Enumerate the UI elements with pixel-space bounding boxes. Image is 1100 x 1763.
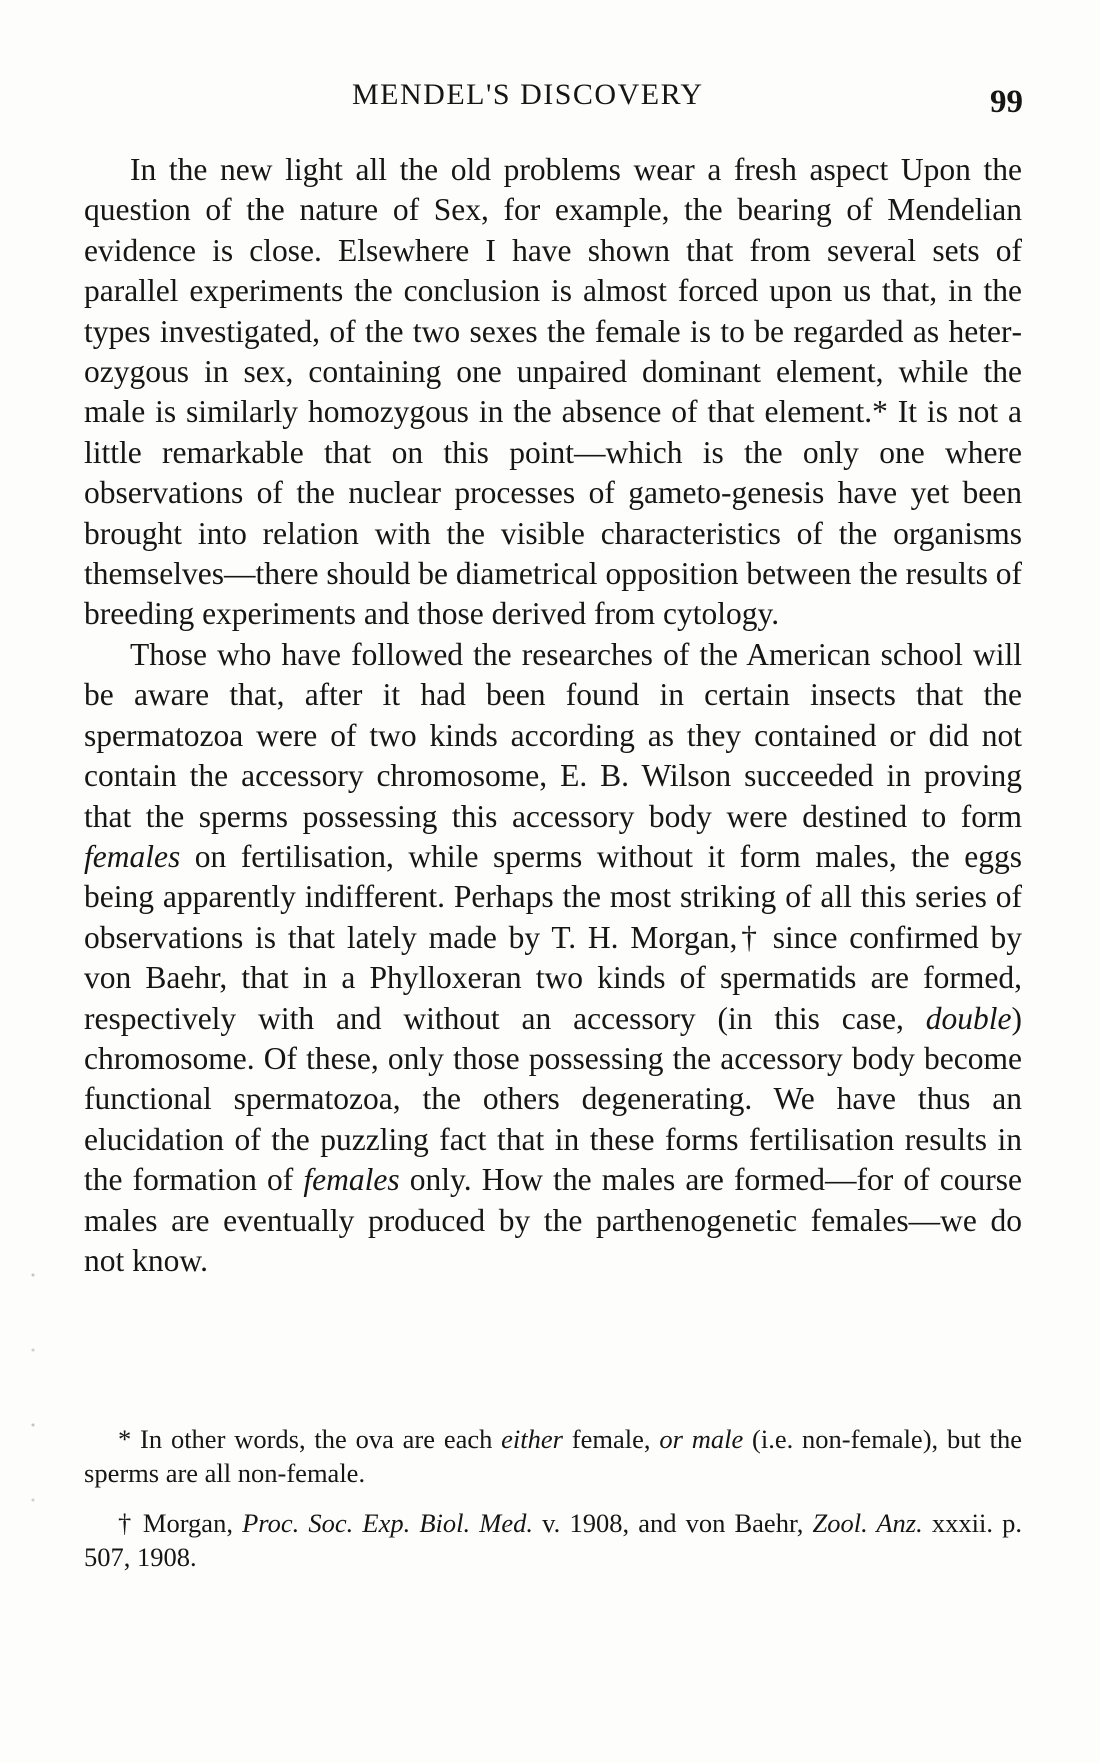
footnote-marker: † bbox=[118, 1508, 134, 1538]
footnote-text: Morgan, bbox=[133, 1508, 243, 1538]
paragraph-american-school bbox=[84, 635, 1022, 1282]
footnotes bbox=[84, 1422, 1022, 1590]
paragraph-text: since confirmed by von Baehr, that in a Phylloxeran two kinds of spermatids are formed, respectively with and without an accessory (in this case, bbox=[84, 919, 1022, 1036]
footnote-text: (i.e. non-female), but the sperms are all non-female. bbox=[84, 1424, 1023, 1488]
paragraph-text: only. How the males are formed—for of course males are eventually produced by the parthenogenetic females—we do not know. bbox=[84, 1162, 1022, 1278]
footnote-italic: Zool. Anz. bbox=[812, 1508, 923, 1538]
footnote-italic: either bbox=[501, 1424, 563, 1454]
paragraph-text: ) chromosome. Of these, only those possessing the accessory body become functional spermatozoa, the others degenerating. We have thus an elucidation of the puzzling fact that in these forms fertilisation results in the formation of bbox=[84, 1000, 1022, 1198]
paragraph-text: on fertilisation, while sperms without it form males, the eggs being apparently indifferent. Perhaps the most striking of all this series of observations is that lately made by T. H. Morgan, bbox=[84, 838, 1022, 955]
running-title: MENDEL'S DISCOVERY bbox=[352, 78, 704, 111]
footnote-text: v. 1908, and von Baehr, bbox=[533, 1508, 813, 1538]
footnote-text: female, bbox=[562, 1424, 660, 1454]
footnote-asterisk bbox=[84, 1422, 1022, 1490]
running-head bbox=[0, 78, 1100, 118]
footnote-ref-asterisk: * bbox=[872, 394, 888, 430]
paragraph-text: In the new light all the old problems wear a fresh aspect Upon the question of the nature of Sex, for example, the bearing of Mendelian evidence is close. Elsewhere I have shown that from several sets of parallel experiments the conclusion is almost forced upon us that, in the types investigated, of the two sexes the female is to be regarded as heterozygous in sex, containing one unpaired dominant element, while the male is similarly homozygous in the absence of that element. bbox=[84, 152, 1022, 430]
footnote-italic: or male bbox=[659, 1424, 744, 1454]
footnote-dagger bbox=[84, 1506, 1022, 1574]
footnote-ref-dagger: † bbox=[737, 919, 761, 955]
footnote-text: xxxii. p. 507, 1908. bbox=[84, 1508, 1023, 1572]
paragraph-sex-determination bbox=[84, 150, 1022, 635]
gutter-speckle bbox=[30, 1260, 36, 1560]
page-number: 99 bbox=[990, 84, 1023, 120]
paragraph-text: Those who have followed the researches of the American school will be aware that, after it had been found in certain insects that the spermatozoa were of two kinds according as they contained or did not contain the accessory chromosome, E. B. Wilson succeeded in proving that the sperms possessing this accessory body were destined to form bbox=[84, 636, 1022, 834]
footnote-text: In other words, the ova are each bbox=[131, 1424, 502, 1454]
footnote-marker: * bbox=[118, 1424, 132, 1454]
footnote-italic: Proc. Soc. Exp. Biol. Med. bbox=[242, 1508, 534, 1538]
italic-term: females bbox=[303, 1162, 400, 1198]
body-text bbox=[84, 150, 1022, 1281]
paragraph-text: It is not a little remarkable that on this point—which is the only one where observations of the nuclear processes of gameto-genesis have yet been brought into relation with the visible characteristics of the organisms themselves—there should be diametrical opposition between the results of breeding experiments and those derived from cytology. bbox=[84, 394, 1022, 632]
italic-term: double bbox=[925, 1000, 1012, 1036]
italic-term: females bbox=[84, 838, 181, 874]
